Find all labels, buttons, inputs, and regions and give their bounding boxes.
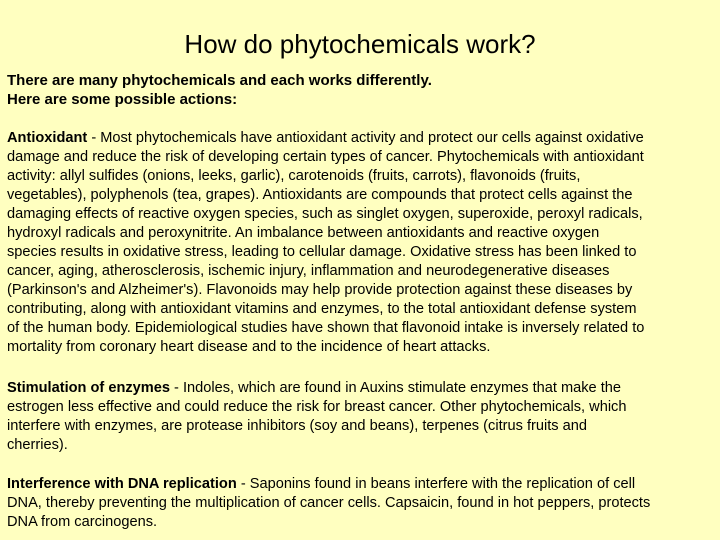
- section-term: Antioxidant: [7, 130, 88, 146]
- paragraph-line: DNA from carcinogens.: [7, 514, 158, 530]
- paragraph-line: vegetables), polyphenols (tea, grapes). Antioxidants are compounds that protect cells against the: [7, 187, 633, 203]
- paragraph-line: activity: allyl sulfides (onions, leeks, garlic), carotenoids (fruits, carrots), flavonoids (fruits,: [7, 168, 581, 184]
- paragraph-line: damaging effects of reactive oxygen species, such as singlet oxygen, superoxide, peroxyl radicals,: [7, 206, 643, 222]
- paragraph-line: of the human body. Epidemiological studies have shown that flavonoid intake is inversely related to: [7, 320, 645, 336]
- paragraph-line: cherries).: [7, 437, 68, 453]
- paragraph-line: damage and reduce the risk of developing certain types of cancer. Phytochemicals with antioxidant: [7, 149, 644, 165]
- section-dna-replication: [7, 475, 715, 532]
- paragraph-line: [7, 129, 715, 148]
- page-title: How do phytochemicals work?: [184, 29, 536, 59]
- paragraph-line: [7, 475, 715, 494]
- section-stimulation-of-enzymes: [7, 379, 715, 455]
- section-text: - Indoles, which are found in Auxins stimulate enzymes that make the: [170, 380, 622, 396]
- section-text: - Most phytochemicals have antioxidant activity and protect our cells against oxidative: [87, 130, 644, 146]
- intro-text: [7, 71, 715, 109]
- paragraph-line: [7, 379, 715, 398]
- paragraph-line: DNA, thereby preventing the multiplication of cancer cells. Capsaicin, found in hot peppers, protects: [7, 495, 651, 511]
- intro-line: There are many phytochemicals and each works differently.: [7, 72, 432, 89]
- section-term: Interference with DNA replication: [7, 476, 237, 492]
- intro-line: Here are some possible actions:: [7, 91, 238, 108]
- paragraph-line: mortality from coronary heart disease and to the incidence of heart attacks.: [7, 339, 491, 355]
- paragraph-line: (Parkinson's and Alzheimer's). Flavonoids may help provide protection against these diseases by: [7, 282, 633, 298]
- paragraph-line: species results in oxidative stress, leading to cellular damage. Oxidative stress has been linked to: [7, 244, 637, 260]
- paragraph-line: cancer, aging, atherosclerosis, ischemic injury, inflammation and neurodegenerative diseases: [7, 263, 610, 279]
- section-term: Stimulation of enzymes: [7, 380, 170, 396]
- paragraph-line: estrogen less effective and could reduce the risk for breast cancer. Other phytochemicals, which: [7, 399, 627, 415]
- paragraph-line: interfere with enzymes, are protease inhibitors (soy and beans), terpenes (citrus fruits and: [7, 418, 587, 434]
- paragraph-line: contributing, along with antioxidant vitamins and enzymes, to the total antioxidant defense system: [7, 301, 637, 317]
- section-antioxidant: [7, 129, 715, 357]
- section-text: - Saponins found in beans interfere with the replication of cell: [236, 476, 636, 492]
- paragraph-line: hydroxyl radicals and peroxynitrite. An imbalance between antioxidants and reactive oxygen: [7, 225, 600, 241]
